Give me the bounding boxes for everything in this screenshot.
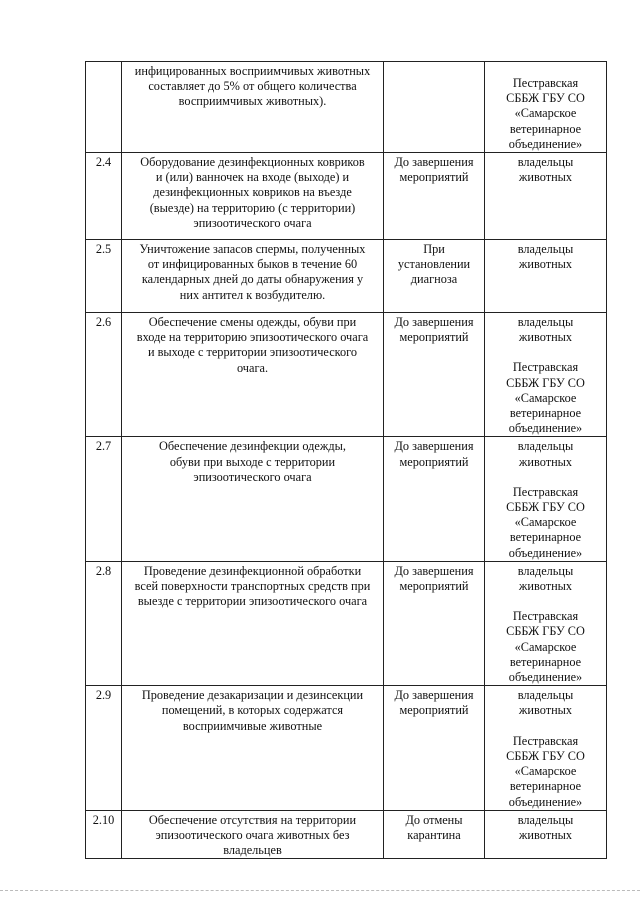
resp2-line: СББЖ ГБУ СО	[506, 91, 585, 106]
resp2-line: СББЖ ГБУ СО	[506, 624, 585, 639]
item-number: 2.4	[86, 153, 122, 240]
desc-line: обуви при выходе с территории	[169, 454, 336, 469]
resp2-line: объединение»	[508, 136, 583, 151]
desc-line: очага.	[236, 360, 269, 375]
item-number	[86, 62, 122, 153]
resp2-line: объединение»	[508, 794, 583, 809]
measure-description	[122, 62, 384, 153]
resp2-line: «Самарское	[514, 390, 577, 405]
table-row	[86, 62, 607, 153]
item-number: 2.7	[86, 437, 122, 561]
resp-line: владельцы	[517, 563, 574, 578]
item-number: 2.8	[86, 561, 122, 685]
term-line: мероприятий	[399, 579, 469, 594]
desc-line: Проведение дезакаризации и дезинсекции	[141, 688, 364, 703]
desc-line: Обеспечение смены одежды, обуви при	[148, 315, 357, 330]
resp2-line: Пестравская	[512, 733, 579, 748]
measure-deadline	[384, 437, 485, 561]
resp2-line: СББЖ ГБУ СО	[506, 748, 585, 763]
resp2-line: СББЖ ГБУ СО	[506, 375, 585, 390]
measure-responsible	[485, 810, 607, 859]
item-number: 2.9	[86, 686, 122, 810]
measure-responsible	[485, 686, 607, 810]
desc-line: составляет до 5% от общего количества	[148, 79, 357, 94]
table-row	[86, 810, 607, 859]
term-line: До завершения	[394, 439, 474, 454]
measures-table	[85, 61, 607, 859]
measure-responsible	[485, 240, 607, 313]
measure-responsible	[485, 437, 607, 561]
resp2-line: «Самарское	[514, 764, 577, 779]
desc-line: эпизоотического очага животных без	[155, 827, 350, 842]
spacer	[488, 719, 603, 734]
spacer	[488, 345, 603, 360]
desc-line: от инфицированных быков в течение 60	[147, 257, 358, 272]
desc-line: помещений, в которых содержатся	[161, 703, 344, 718]
table-row	[86, 153, 607, 240]
table-row	[86, 686, 607, 810]
resp-line: животных	[518, 579, 573, 594]
desc-line: восприимчивые животные	[182, 718, 323, 733]
term-line: До завершения	[394, 315, 474, 330]
desc-line: и выходе с территории эпизоотического	[147, 345, 358, 360]
resp2-line: Пестравская	[512, 609, 579, 624]
measures-table-body	[86, 62, 607, 859]
spacer	[488, 64, 603, 76]
measure-deadline	[384, 686, 485, 810]
table-row	[86, 240, 607, 313]
term-line: диагноза	[410, 272, 458, 287]
desc-line: Проведение дезинфекционной обработки	[143, 563, 362, 578]
resp-line: владельцы	[517, 155, 574, 170]
desc-line: дезинфекционных ковриков на въезде	[153, 185, 352, 200]
resp-line: владельцы	[517, 688, 574, 703]
resp2-line: Пестравская	[512, 76, 579, 90]
term-line: До отмены	[405, 812, 463, 827]
resp-line: владельцы	[517, 812, 574, 827]
resp2-line: объединение»	[508, 545, 583, 560]
term-line: мероприятий	[399, 330, 469, 345]
measure-deadline	[384, 810, 485, 859]
resp-line: животных	[518, 827, 573, 842]
resp2-line: ветеринарное	[509, 406, 582, 421]
spacer	[488, 470, 603, 485]
page-bottom-rule	[0, 890, 640, 892]
resp2-line: «Самарское	[514, 106, 577, 121]
resp-line: владельцы	[517, 315, 574, 330]
measure-description	[122, 240, 384, 313]
item-number: 2.6	[86, 313, 122, 437]
measure-deadline	[384, 153, 485, 240]
term-line: мероприятий	[399, 703, 469, 718]
desc-line: календарных дней до даты обнаружения у	[141, 272, 364, 287]
measure-description	[122, 313, 384, 437]
desc-line: Обеспечение дезинфекции одежды,	[159, 439, 346, 454]
item-number: 2.10	[86, 810, 122, 859]
term-line: До завершения	[394, 155, 474, 170]
measure-description	[122, 810, 384, 859]
table-row	[86, 313, 607, 437]
desc-line: них антител к возбудителю.	[179, 287, 326, 302]
term-line: установлении	[397, 257, 471, 272]
term-line: При	[423, 242, 445, 257]
desc-line: всей поверхности транспортных средств при	[134, 579, 371, 594]
term-line: карантина	[407, 827, 461, 842]
resp-line: животных	[518, 454, 573, 469]
resp2-line: объединение»	[508, 421, 583, 436]
term-line: До завершения	[394, 563, 474, 578]
resp2-line: объединение»	[508, 670, 583, 685]
desc-line: и (или) ванночек на входе (выходе) и	[155, 170, 350, 185]
resp-line: животных	[518, 703, 573, 718]
measure-deadline	[384, 313, 485, 437]
term-line: До завершения	[394, 688, 474, 703]
resp2-line: СББЖ ГБУ СО	[506, 500, 585, 515]
resp2-line: ветеринарное	[509, 779, 582, 794]
term-line: мероприятий	[399, 170, 469, 185]
resp-line: владельцы	[517, 242, 574, 257]
measure-description	[122, 437, 384, 561]
measure-description	[122, 153, 384, 240]
desc-line: выезде с территории эпизоотического очага	[137, 594, 368, 609]
resp2-line: «Самарское	[514, 639, 577, 654]
desc-line: восприимчивых животных).	[178, 94, 327, 109]
resp-line: животных	[518, 170, 573, 185]
item-number: 2.5	[86, 240, 122, 313]
resp-line: животных	[518, 257, 573, 272]
desc-line: инфицированных восприимчивых животных	[134, 64, 371, 78]
resp2-line: ветеринарное	[509, 121, 582, 136]
desc-line: входе на территорию эпизоотического очага	[136, 330, 369, 345]
desc-line: (выезде) на территорию (с территории)	[149, 200, 356, 215]
desc-line: эпизоотического очага	[193, 215, 312, 230]
resp2-line: Пестравская	[512, 360, 579, 375]
resp-line: владельцы	[517, 439, 574, 454]
resp2-line: Пестравская	[512, 484, 579, 499]
measure-deadline	[384, 62, 485, 153]
resp-line: животных	[518, 330, 573, 345]
desc-line: Уничтожение запасов спермы, полученных	[139, 242, 366, 257]
spacer	[488, 594, 603, 609]
desc-line: владельцев	[223, 843, 282, 858]
measure-responsible	[485, 153, 607, 240]
resp2-line: «Самарское	[514, 515, 577, 530]
term-line: мероприятий	[399, 454, 469, 469]
resp2-line: ветеринарное	[509, 530, 582, 545]
measure-responsible	[485, 561, 607, 685]
table-row	[86, 437, 607, 561]
desc-line: Обеспечение отсутствия на территории	[148, 812, 357, 827]
resp2-line: ветеринарное	[509, 654, 582, 669]
measure-description	[122, 561, 384, 685]
measure-deadline	[384, 561, 485, 685]
measure-responsible	[485, 62, 607, 153]
measure-description	[122, 686, 384, 810]
measure-responsible	[485, 313, 607, 437]
desc-line: Оборудование дезинфекционных ковриков	[140, 155, 365, 170]
desc-line: эпизоотического очага	[193, 469, 312, 484]
table-row	[86, 561, 607, 685]
measure-deadline	[384, 240, 485, 313]
